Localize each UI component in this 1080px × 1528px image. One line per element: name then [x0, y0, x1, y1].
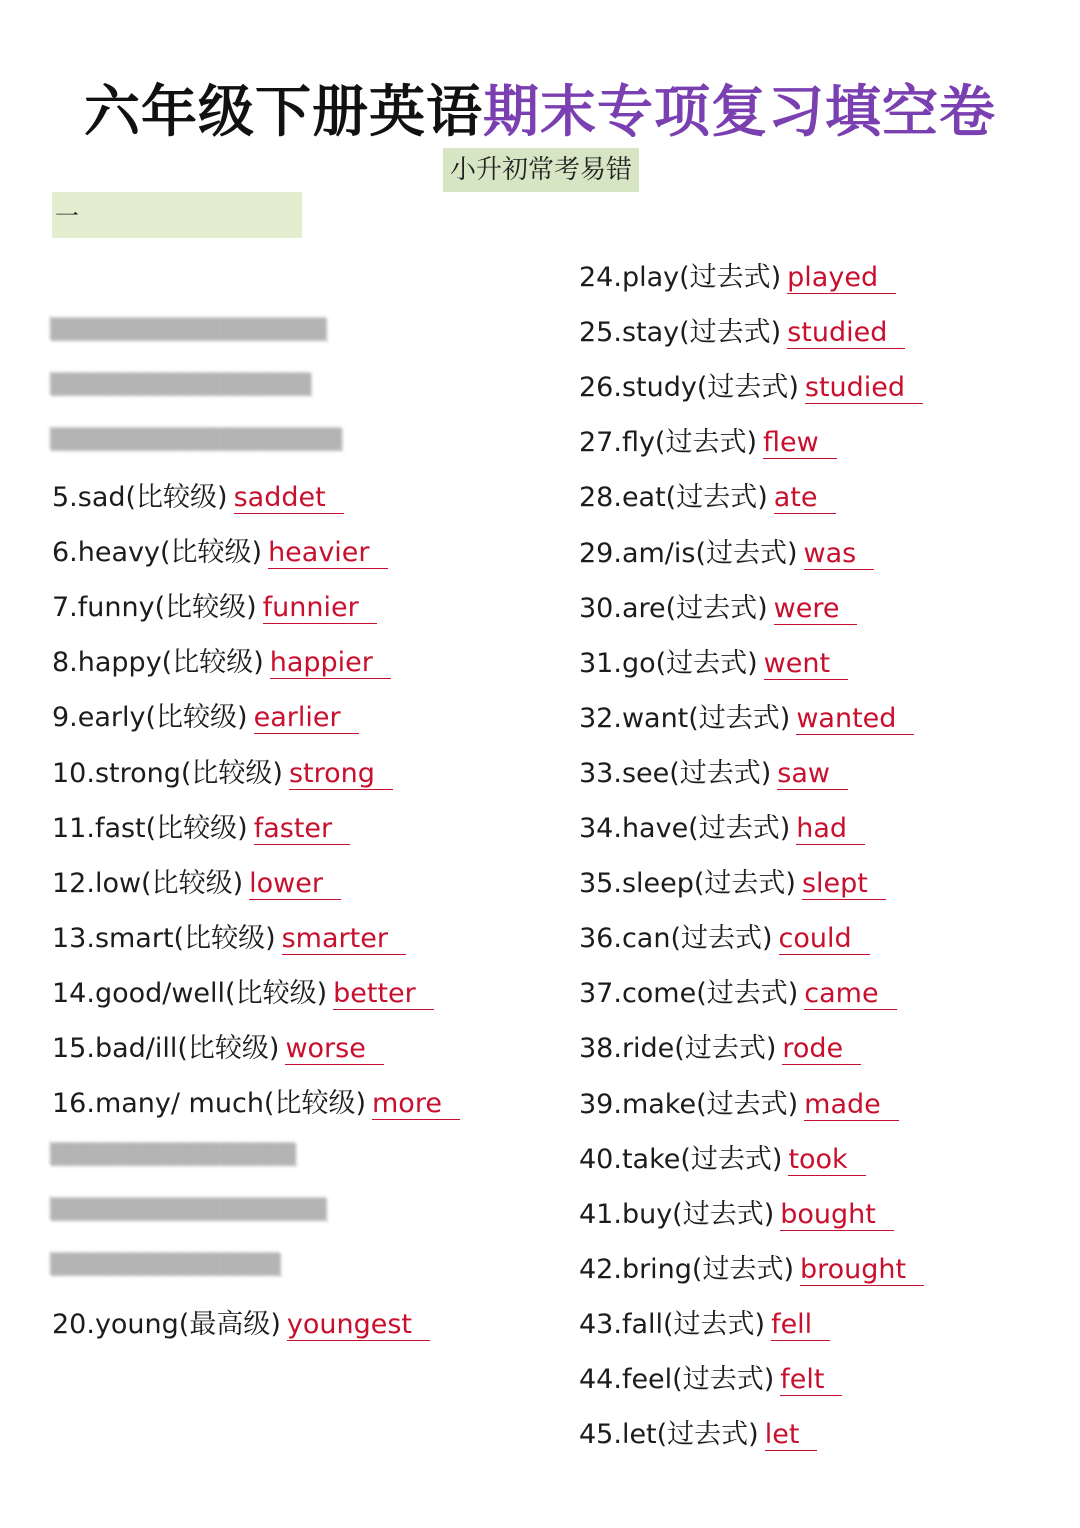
section-number: 一 [55, 202, 79, 230]
right-item [579, 475, 836, 514]
answer-blank[interactable]: youngest [287, 1310, 430, 1341]
answer-blank[interactable]: worse [285, 1034, 383, 1065]
question-text: 26.study(过去式) [579, 372, 799, 403]
right-item [579, 1412, 817, 1451]
page-title [0, 68, 1080, 148]
question-text: 34.have(过去式) [579, 813, 791, 844]
right-item [579, 1302, 830, 1341]
blurred-line: ▒▒▒▒▒▒▒▒▒▒▒▒▒▒▒▒▒ [50, 372, 312, 396]
question-text: 39.make(过去式) [579, 1089, 799, 1120]
section-header-bar [52, 192, 302, 238]
question-text: 44.feel(过去式) [579, 1364, 775, 1395]
question-text: 33.see(过去式) [579, 758, 772, 789]
question-text: 25.stay(过去式) [579, 317, 782, 348]
answer-blank[interactable]: smarter [282, 924, 406, 955]
answer-blank[interactable]: slept [802, 869, 886, 900]
left-item [52, 1026, 384, 1065]
answer-blank[interactable]: bought [780, 1200, 894, 1231]
question-text: 8.happy(比较级) [52, 647, 264, 678]
answer-blank[interactable]: let [765, 1420, 818, 1451]
question-text: 40.take(过去式) [579, 1144, 783, 1175]
blurred-items-top [50, 302, 343, 467]
answer-blank[interactable]: faster [254, 814, 350, 845]
left-item [52, 751, 393, 790]
right-item [579, 365, 923, 404]
question-text: 9.early(比较级) [52, 702, 248, 733]
left-item [52, 695, 359, 734]
question-text: 5.sad(比较级) [52, 482, 228, 513]
answer-blank[interactable]: funnier [263, 593, 377, 624]
answer-blank[interactable]: fell [771, 1310, 830, 1341]
answer-blank[interactable]: more [372, 1089, 460, 1120]
answer-blank[interactable]: took [788, 1145, 865, 1176]
left-item [52, 530, 388, 569]
question-text: 37.come(过去式) [579, 978, 799, 1009]
left-item [52, 640, 391, 679]
question-text: 31.go(过去式) [579, 648, 758, 679]
answer-blank[interactable]: were [774, 594, 858, 625]
blurred-line: ▒▒▒▒▒▒▒▒▒▒▒▒▒▒▒▒▒▒▒ [50, 427, 343, 451]
question-text: 32.want(过去式) [579, 703, 791, 734]
question-text: 20.young(最高级) [52, 1309, 281, 1340]
question-text: 28.eat(过去式) [579, 482, 768, 513]
right-item [579, 531, 874, 570]
answer-blank[interactable]: lower [249, 869, 341, 900]
question-text: 16.many/ much(比较级) [52, 1088, 366, 1119]
question-text: 42.bring(过去式) [579, 1254, 794, 1285]
question-text: 27.fly(过去式) [579, 427, 757, 458]
answer-blank[interactable]: studied [787, 318, 905, 349]
answer-blank[interactable]: rode [782, 1034, 861, 1065]
left-item [52, 475, 344, 514]
answer-blank[interactable]: brought [800, 1255, 924, 1286]
question-text: 10.strong(比较级) [52, 758, 283, 789]
right-item [579, 806, 865, 845]
left-item [52, 806, 350, 845]
answer-blank[interactable]: studied [805, 373, 923, 404]
right-item [579, 1082, 899, 1121]
blurred-items-middle [50, 1127, 327, 1292]
question-text: 30.are(过去式) [579, 593, 768, 624]
answer-blank[interactable]: better [333, 979, 434, 1010]
left-item [52, 1302, 430, 1341]
left-item [52, 861, 341, 900]
right-item [579, 916, 870, 955]
question-text: 24.play(过去式) [579, 262, 782, 293]
question-text: 15.bad/ill(比较级) [52, 1033, 280, 1064]
question-text: 38.ride(过去式) [579, 1033, 777, 1064]
answer-blank[interactable]: made [804, 1090, 899, 1121]
answer-blank[interactable]: came [804, 979, 896, 1010]
right-item [579, 641, 848, 680]
title-part-2: 期末专项复习填空卷 [483, 80, 996, 145]
question-text: 7.funny(比较级) [52, 592, 257, 623]
question-text: 43.fall(过去式) [579, 1309, 766, 1340]
question-text: 12.low(比较级) [52, 868, 244, 899]
right-item [579, 310, 905, 349]
answer-blank[interactable]: ate [774, 483, 836, 514]
right-item [579, 971, 897, 1010]
title-part-1: 六年级下册英语 [84, 80, 483, 145]
answer-blank[interactable]: went [764, 649, 848, 680]
answer-blank[interactable]: saw [777, 759, 848, 790]
right-item [579, 861, 886, 900]
right-item [579, 1192, 894, 1231]
question-text: 14.good/well(比较级) [52, 978, 328, 1009]
question-text: 6.heavy(比较级) [52, 537, 263, 568]
answer-blank[interactable]: happier [270, 648, 391, 679]
answer-blank[interactable]: felt [780, 1365, 842, 1396]
right-item [579, 1247, 924, 1286]
answer-blank[interactable]: played [787, 263, 896, 294]
answer-blank[interactable]: earlier [254, 703, 359, 734]
right-item [579, 1357, 842, 1396]
answer-blank[interactable]: strong [289, 759, 393, 790]
right-item [579, 1137, 866, 1176]
left-item [52, 971, 434, 1010]
left-item [52, 1081, 460, 1120]
right-item [579, 751, 848, 790]
right-item [579, 1026, 861, 1065]
blurred-line: ▒▒▒▒▒▒▒▒▒▒▒▒▒▒▒▒▒▒ [50, 317, 327, 341]
answer-blank[interactable]: wanted [796, 704, 914, 735]
subtitle-badge: 小升初常考易错 [443, 148, 639, 192]
answer-blank[interactable]: saddet [234, 483, 344, 514]
left-item [52, 916, 406, 955]
blurred-line: ▒▒▒▒▒▒▒▒▒▒▒▒▒▒▒ [50, 1252, 281, 1276]
right-item [579, 420, 837, 459]
answer-blank[interactable]: heavier [268, 538, 387, 569]
answer-blank[interactable]: had [796, 814, 865, 845]
right-item [579, 696, 914, 735]
question-text: 41.buy(过去式) [579, 1199, 775, 1230]
right-item [579, 586, 857, 625]
left-item [52, 585, 377, 624]
question-text: 13.smart(比较级) [52, 923, 276, 954]
question-text: 45.let(过去式) [579, 1419, 759, 1450]
answer-blank[interactable]: flew [763, 428, 837, 459]
question-text: 29.am/is(过去式) [579, 538, 798, 569]
question-text: 35.sleep(过去式) [579, 868, 796, 899]
answer-blank[interactable]: was [804, 539, 875, 570]
right-item [579, 255, 896, 294]
blurred-line: ▒▒▒▒▒▒▒▒▒▒▒▒▒▒▒▒ [50, 1142, 297, 1166]
question-text: 11.fast(比较级) [52, 813, 248, 844]
question-text: 36.can(过去式) [579, 923, 773, 954]
answer-blank[interactable]: could [779, 924, 870, 955]
blurred-line: ▒▒▒▒▒▒▒▒▒▒▒▒▒▒▒▒▒▒ [50, 1197, 327, 1221]
